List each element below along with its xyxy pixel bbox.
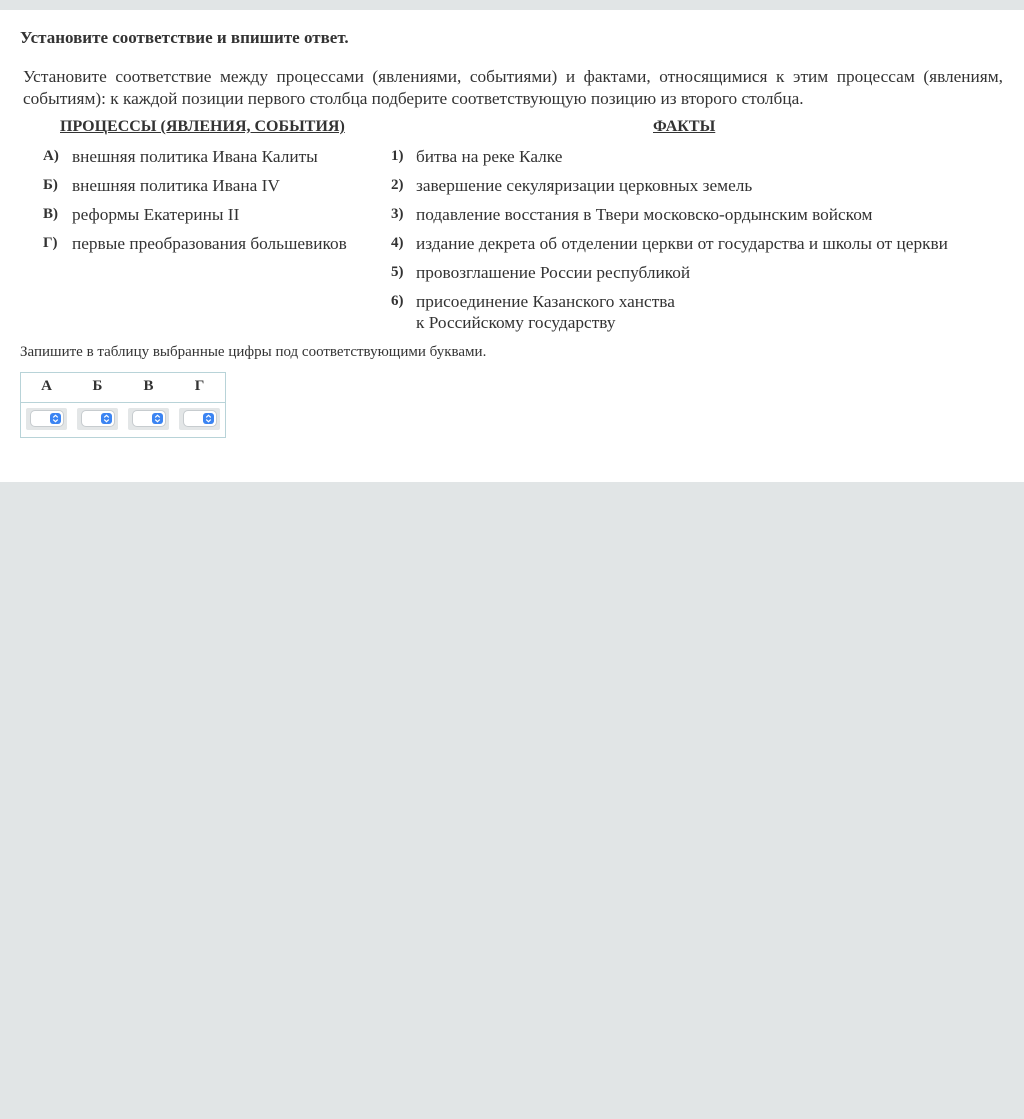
- fact-key: 5): [391, 264, 404, 280]
- answer-select-b[interactable]: [82, 411, 114, 426]
- task-panel: [0, 10, 1024, 482]
- fact-text: подавление восстания в Твери московско-ордынским войском: [416, 205, 873, 224]
- answer-cell-g: [179, 408, 220, 430]
- select-arrows-icon: [101, 413, 112, 424]
- process-key: Б): [43, 177, 58, 193]
- process-key: Г): [43, 235, 58, 251]
- process-key: В): [43, 206, 58, 222]
- task-instructions: Установите соответствие между процессами (явлениями, событиями) и фактами, относящимися к этим процессам (явлениям, событиям): к каждой позиции первого столбца подберите соответствующую позицию из второго столбца.: [23, 67, 1003, 108]
- process-key: А): [43, 148, 59, 164]
- fact-key: 3): [391, 206, 404, 222]
- fact-text: присоединение Казанского ханства: [416, 292, 675, 311]
- fact-text: издание декрета об отделении церкви от государства и школы от церкви: [416, 234, 948, 253]
- answer-header-v: В: [143, 378, 154, 394]
- fact-key: 4): [391, 235, 404, 251]
- fact-key: 6): [391, 293, 404, 309]
- answer-header-b: Б: [92, 378, 103, 394]
- answer-table: [20, 372, 226, 438]
- answer-cell-b: [77, 408, 118, 430]
- right-column-title: ФАКТЫ: [653, 118, 716, 135]
- task-heading: Установите соответствие и впишите ответ.: [20, 28, 349, 47]
- left-column-title: ПРОЦЕССЫ (ЯВЛЕНИЯ, СОБЫТИЯ): [60, 118, 345, 135]
- fact-text: битва на реке Калке: [416, 147, 563, 166]
- select-arrows-icon: [203, 413, 214, 424]
- process-text: внешняя политика Ивана Калиты: [72, 147, 318, 166]
- answer-select-v[interactable]: [133, 411, 165, 426]
- answer-cell-v: [128, 408, 169, 430]
- select-arrows-icon: [152, 413, 163, 424]
- select-arrows-icon: [50, 413, 61, 424]
- fact-key: 1): [391, 148, 404, 164]
- answer-header-g: Г: [194, 378, 205, 394]
- fact-text: провозглашение России республикой: [416, 263, 691, 282]
- answer-select-g[interactable]: [184, 411, 216, 426]
- process-text: внешняя политика Ивана IV: [72, 176, 280, 195]
- answer-header-a: А: [41, 378, 52, 394]
- process-text: первые преобразования большевиков: [72, 234, 347, 253]
- fact-text-line2: к Российскому государству: [416, 313, 616, 332]
- answer-cell-a: [26, 408, 67, 430]
- fact-key: 2): [391, 177, 404, 193]
- answer-select-a[interactable]: [31, 411, 63, 426]
- answer-note: Запишите в таблицу выбранные цифры под соответствующими буквами.: [20, 344, 487, 360]
- process-text: реформы Екатерины II: [72, 205, 240, 224]
- fact-text: завершение секуляризации церковных земель: [416, 176, 753, 195]
- answer-table-header: [21, 373, 225, 403]
